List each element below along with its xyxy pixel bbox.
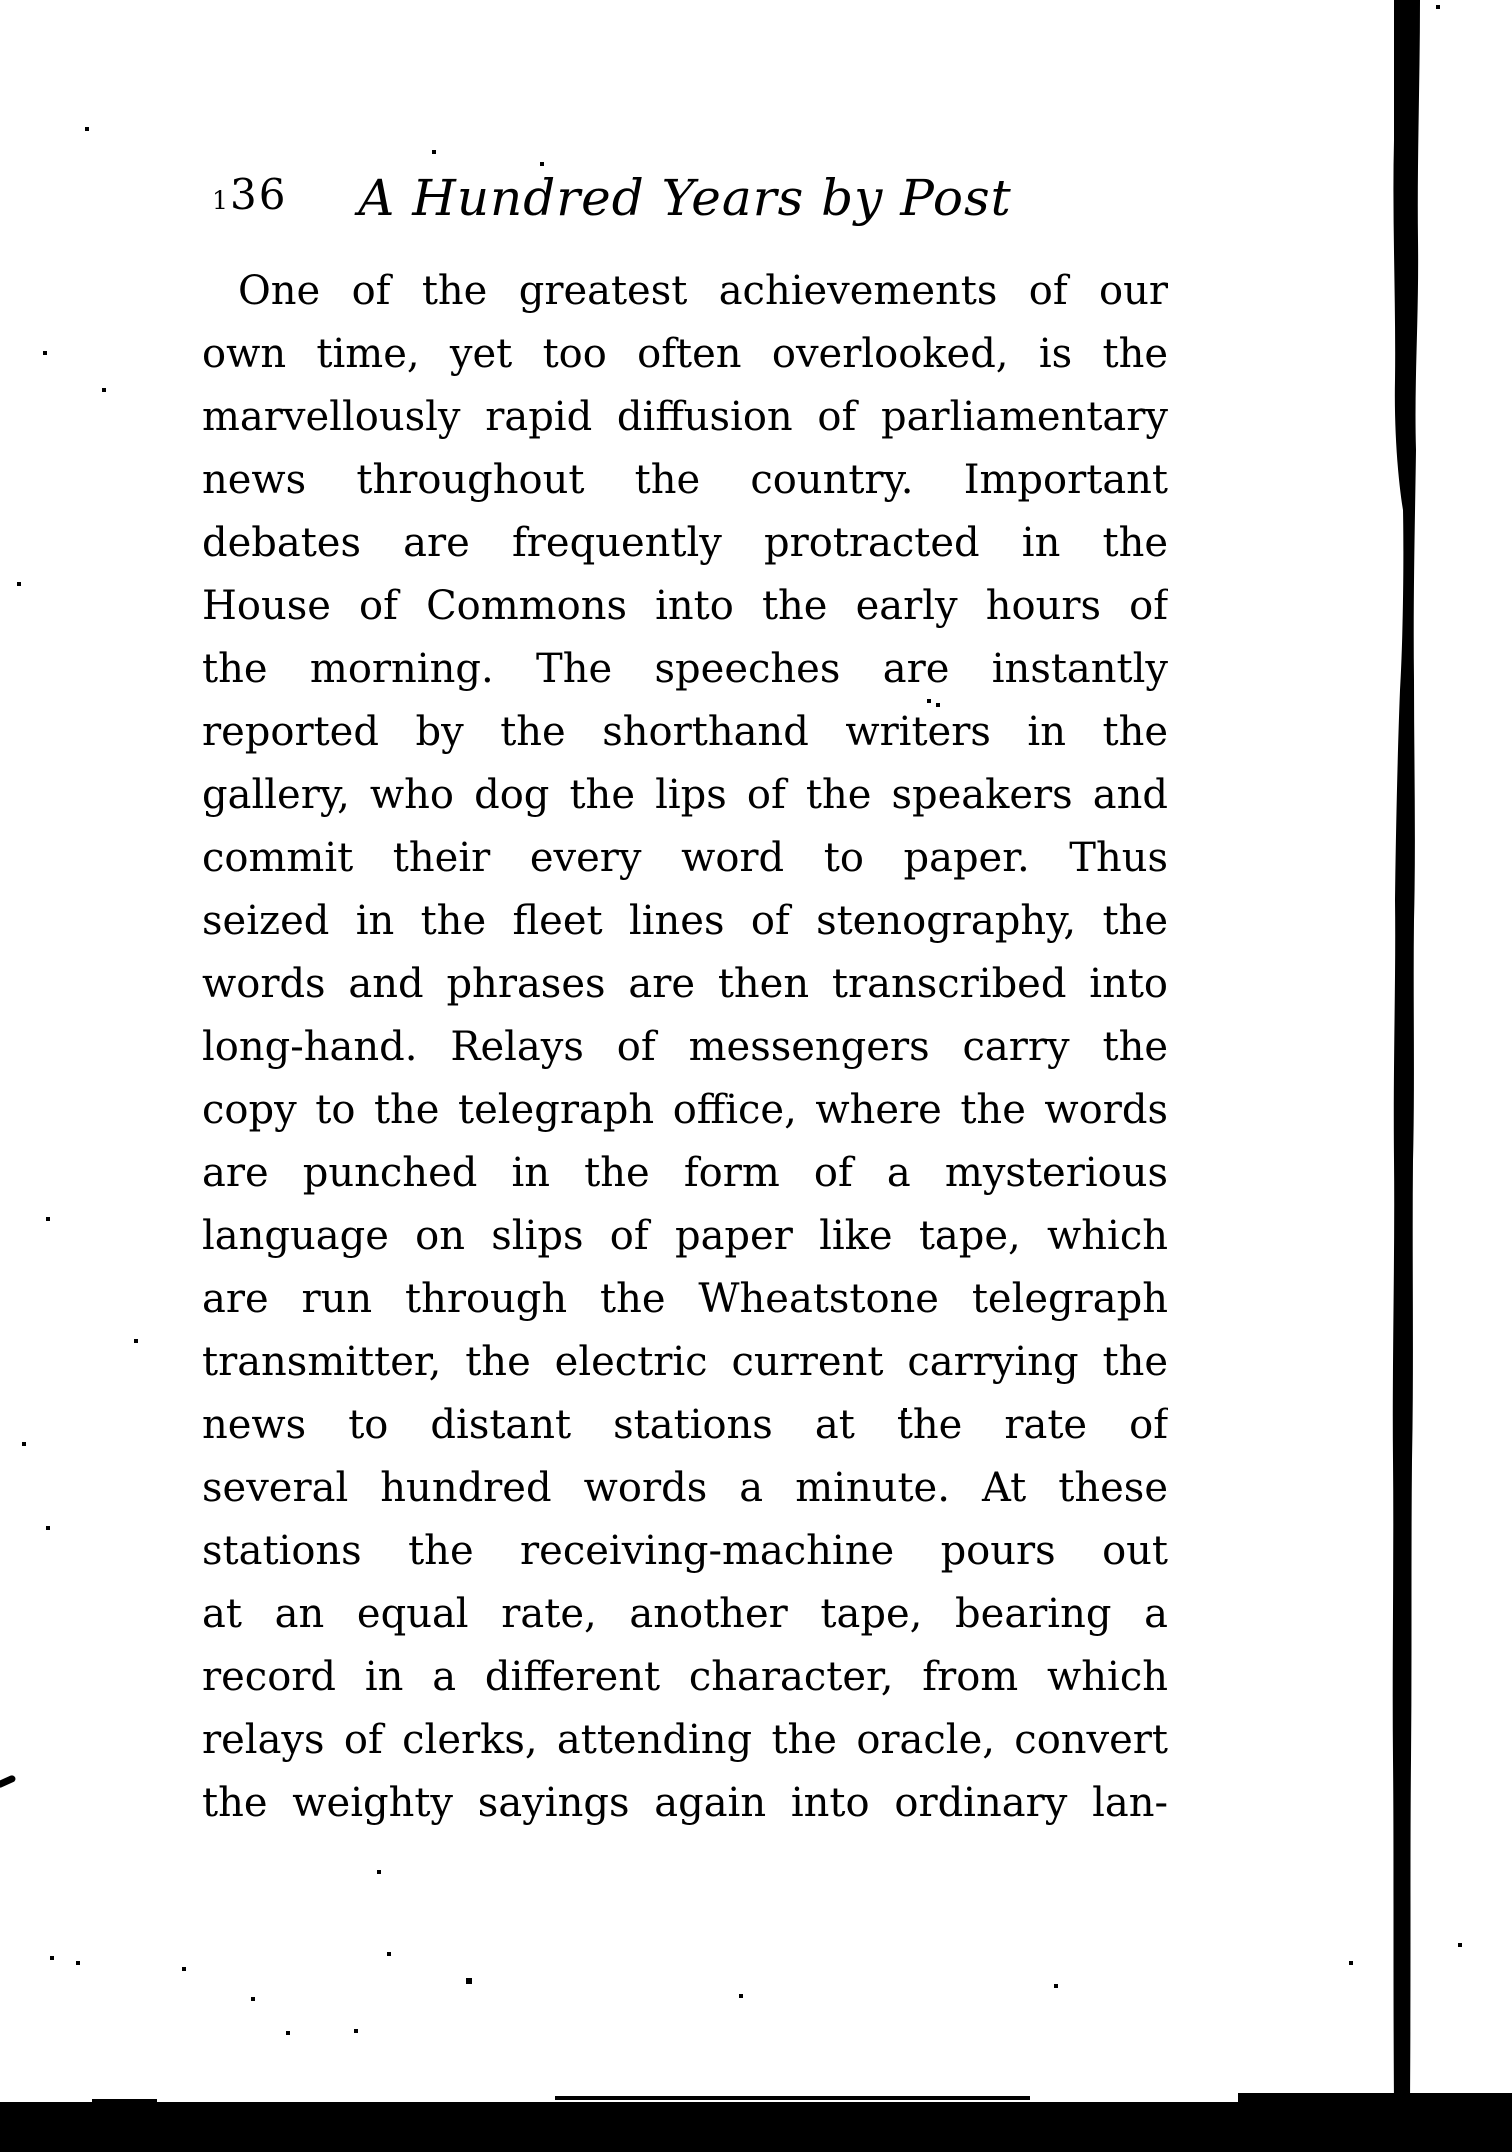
text-line: words and phrases are then transcribed into: [202, 961, 1168, 1007]
bottom-scan-bar-ragged-edge: [555, 2096, 1030, 2100]
text-line: long-hand. Relays of messengers carry the: [202, 1024, 1168, 1070]
text-line: are punched in the form of a mysterious: [202, 1150, 1168, 1196]
text-line: news to distant stations at the rate of: [202, 1402, 1168, 1448]
running-title: A Hundred Years by Post: [358, 169, 1012, 227]
text-line: House of Commons into the early hours of: [202, 583, 1168, 629]
text-line: several hundred words a minute. At these: [202, 1465, 1168, 1511]
text-line: stations the receiving-machine pours out: [202, 1528, 1168, 1574]
text-line: own time, yet too often overlooked, is the: [202, 331, 1168, 377]
text-line: news throughout the country. Important: [202, 457, 1168, 503]
scan-speckles: [0, 0, 2, 2]
text-line: reported by the shorthand writers in the: [202, 709, 1168, 755]
text-line: at an equal rate, another tape, bearing a: [202, 1591, 1168, 1637]
text-line: record in a different character, from which: [202, 1654, 1168, 1700]
text-line: transmitter, the electric current carrying the: [202, 1339, 1168, 1385]
text-line: are run through the Wheatstone telegraph: [202, 1276, 1168, 1322]
text-line: seized in the fleet lines of stenography, the: [202, 898, 1168, 944]
text-line: One of the greatest achievements of our: [238, 268, 1168, 314]
text-line: the morning. The speeches are instantly: [202, 646, 1168, 692]
page-header: [202, 168, 1168, 232]
page-number: 136: [212, 170, 288, 219]
text-line: gallery, who dog the lips of the speakers and: [202, 772, 1168, 818]
text-line: relays of clerks, attending the oracle, convert: [202, 1717, 1168, 1763]
bottom-scan-bar-ragged-edge: [1238, 2093, 1512, 2105]
margin-pen-mark: [0, 1774, 17, 1789]
spine-scan-bar: [1370, 0, 1430, 2104]
body-paragraph: [202, 260, 1168, 1835]
text-line: marvellously rapid diffusion of parliamentary: [202, 394, 1168, 440]
bottom-scan-bar: [0, 2102, 1512, 2152]
text-line: language on slips of paper like tape, which: [202, 1213, 1168, 1259]
text-line: the weighty sayings again into ordinary lan-: [202, 1780, 1168, 1826]
text-line: commit their every word to paper. Thus: [202, 835, 1168, 881]
bottom-scan-bar-ragged-edge: [92, 2099, 157, 2103]
text-line: copy to the telegraph office, where the words: [202, 1087, 1168, 1133]
text-line: debates are frequently protracted in the: [202, 520, 1168, 566]
